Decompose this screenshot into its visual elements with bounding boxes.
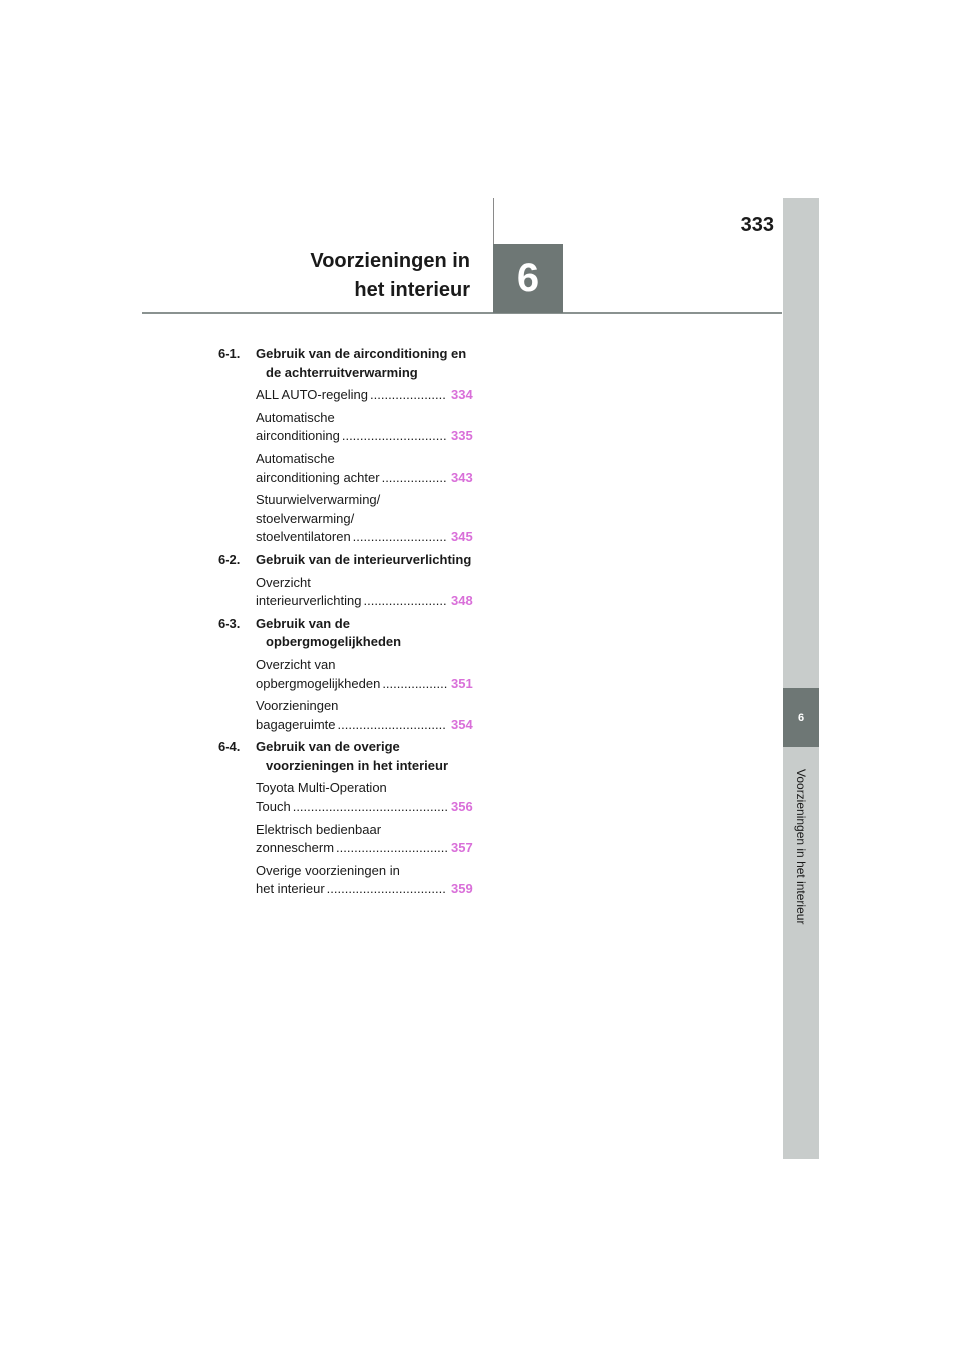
- toc-leader-dots: [382, 675, 447, 694]
- toc-entry-text: airconditioning: [256, 428, 340, 444]
- toc-page-link[interactable]: 356: [451, 799, 473, 815]
- header-horizontal-rule: [142, 312, 782, 314]
- chapter-title: [250, 247, 470, 305]
- table-of-contents: [218, 345, 478, 899]
- toc-entry-line: [256, 592, 478, 611]
- toc-entry-text: stoelverwarming/: [256, 510, 355, 526]
- chapter-title-line-1: Voorzieningen in: [310, 250, 470, 272]
- toc-section-number: 6-1.: [218, 346, 241, 361]
- toc-entry-line: [256, 528, 478, 547]
- toc-entry[interactable]: [256, 821, 478, 858]
- toc-section-number: 6-2.: [218, 551, 241, 567]
- toc-entry-line: [256, 427, 478, 446]
- toc-leader-dots: [382, 469, 447, 488]
- toc-leader-dots: [327, 880, 447, 899]
- toc-entry-line: [256, 862, 478, 881]
- chapter-number-box: 6: [493, 244, 563, 313]
- toc-section-title: Gebruik van de interieurverlichting: [256, 551, 472, 567]
- toc-entry-line: [256, 409, 478, 428]
- toc-entry-line: [256, 450, 478, 469]
- toc-entry-text: stoelventilatoren: [256, 529, 351, 545]
- toc-entry-line: [256, 491, 478, 510]
- toc-entry-text: zonnescherm: [256, 840, 335, 856]
- toc-entry-text: Stuurwielverwarming/: [256, 492, 381, 508]
- toc-section-number: 6-3.: [218, 615, 241, 631]
- toc-leader-dots: [342, 427, 447, 446]
- toc-section: [218, 738, 478, 775]
- toc-entry-line: [256, 779, 478, 798]
- side-tab-chapter-number: 6: [783, 688, 819, 747]
- toc-entry[interactable]: [256, 450, 478, 487]
- toc-entry[interactable]: [256, 697, 478, 734]
- toc-section-title: Gebruik van de overige voorzieningen in het interieur: [256, 739, 449, 773]
- toc-entry-text: Overzicht van: [256, 656, 336, 672]
- toc-entry-line: [256, 697, 478, 716]
- toc-entry-line: [256, 469, 478, 488]
- toc-entry-line: [256, 880, 478, 899]
- side-tab-label: [783, 757, 819, 937]
- toc-entry-text: Elektrisch bedienbaar: [256, 821, 382, 837]
- toc-leader-dots: [370, 386, 447, 405]
- toc-page-link[interactable]: 357: [451, 840, 473, 856]
- toc-entry[interactable]: [256, 779, 478, 816]
- toc-section: [218, 615, 478, 652]
- toc-entry-line: [256, 821, 478, 840]
- toc-entry-text: Toyota Multi-Operation: [256, 780, 387, 796]
- toc-entry-text: interieurverlichting: [256, 593, 362, 609]
- toc-page-link[interactable]: 335: [451, 428, 473, 444]
- toc-section-title: Gebruik van de opbergmogelijkheden: [256, 615, 402, 650]
- toc-page-link[interactable]: 348: [451, 593, 473, 609]
- toc-page-link[interactable]: 343: [451, 469, 473, 485]
- toc-entry-text: airconditioning achter: [256, 469, 380, 485]
- toc-leader-dots: [338, 716, 448, 735]
- toc-entry-text: opbergmogelijkheden: [256, 675, 381, 691]
- toc-entry-text: Voorzieningen: [256, 698, 339, 714]
- side-tab-label-text: Voorzieningen in het interieur: [794, 769, 808, 925]
- side-bar: [783, 198, 819, 1159]
- toc-leader-dots: [364, 592, 448, 611]
- toc-entry[interactable]: [256, 409, 478, 446]
- header-vertical-rule: [493, 198, 494, 244]
- toc-entry-text: Automatische: [256, 409, 335, 425]
- toc-section-number: 6-4.: [218, 739, 241, 755]
- toc-page-link[interactable]: 351: [451, 675, 473, 691]
- toc-section-title: Gebruik van de airconditioning en de achterruitverwarming: [256, 346, 467, 380]
- chapter-title-line-2: het interieur: [354, 279, 470, 301]
- page-number: 333: [740, 214, 774, 236]
- toc-entry-line: [256, 656, 478, 675]
- toc-entry-line: [256, 839, 478, 858]
- toc-page-link[interactable]: 354: [451, 716, 473, 732]
- toc-entry-text: Automatische: [256, 450, 335, 466]
- toc-entry-line: [256, 798, 478, 817]
- toc-leader-dots: [336, 839, 447, 858]
- toc-entry[interactable]: [256, 862, 478, 899]
- toc-entry[interactable]: [256, 574, 478, 611]
- toc-page-link[interactable]: 334: [451, 387, 473, 403]
- toc-leader-dots: [293, 798, 447, 817]
- toc-leader-dots: [353, 528, 447, 547]
- toc-entry-text: bagageruimte: [256, 716, 336, 732]
- toc-page-link[interactable]: 359: [451, 881, 473, 897]
- toc-entry-line: [256, 574, 478, 593]
- toc-section: [218, 551, 478, 570]
- toc-entry-text: ALL AUTO-regeling: [256, 387, 369, 403]
- toc-page-link[interactable]: 345: [451, 529, 473, 545]
- toc-entry-line: [256, 386, 478, 405]
- toc-entry-text: Touch: [256, 799, 291, 815]
- toc-entry-line: [256, 675, 478, 694]
- toc-entry-text: het interieur: [256, 881, 325, 897]
- toc-section: [218, 345, 478, 382]
- toc-entry-text: Overige voorzieningen in: [256, 862, 400, 878]
- toc-entry-line: [256, 510, 478, 529]
- toc-entry-text: Overzicht: [256, 574, 311, 590]
- toc-entry[interactable]: [256, 491, 478, 547]
- toc-entry[interactable]: [256, 656, 478, 693]
- toc-entry[interactable]: [256, 386, 478, 405]
- toc-entry-line: [256, 716, 478, 735]
